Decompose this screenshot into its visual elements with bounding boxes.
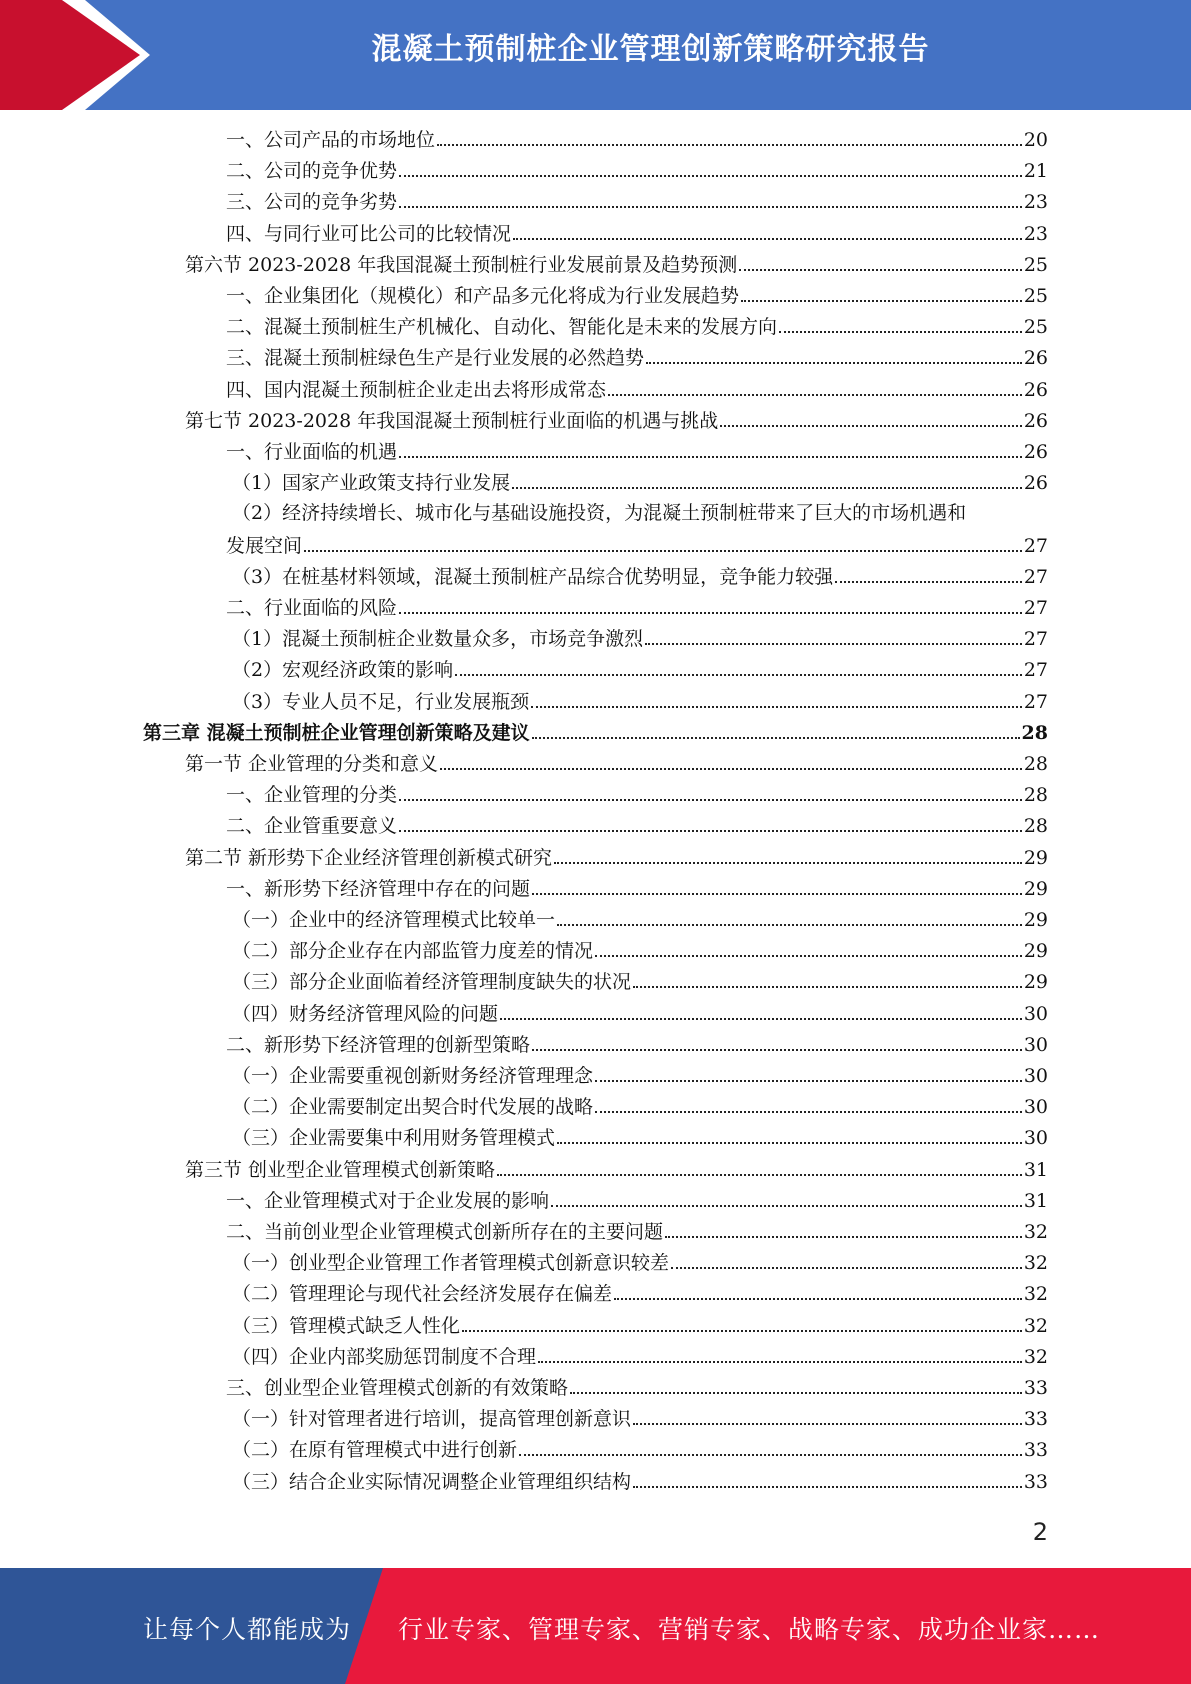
toc-entry-text: 一、企业管理模式对于企业发展的影响: [226, 1189, 550, 1212]
toc-page-number: 27: [1023, 597, 1048, 619]
toc-entry-text: 第三章 混凝土预制桩企业管理创新策略及建议: [143, 721, 530, 744]
toc-page-number: 32: [1023, 1283, 1048, 1306]
toc-entry-text: （四）企业内部奖励惩罚制度不合理: [232, 1345, 537, 1368]
toc-entry-text: （1）国家产业政策支持行业发展: [232, 472, 511, 495]
toc-page-number: 30: [1023, 1033, 1048, 1056]
toc-page-number: 30: [1023, 1096, 1048, 1119]
toc-entry-text: 第一节 企业管理的分类和意义: [185, 753, 439, 775]
toc-page-number: 28: [1023, 815, 1048, 838]
toc-page-number: 29: [1023, 940, 1048, 963]
toc-dot-leader: [835, 581, 1022, 583]
toc-entry[interactable]: [232, 1093, 1048, 1120]
toc-dot-leader: [645, 643, 1022, 645]
toc-dot-leader: [399, 612, 1022, 614]
toc-dot-leader: [440, 768, 1022, 770]
toc-entry[interactable]: [232, 1124, 1048, 1151]
toc-dot-leader: [608, 394, 1022, 396]
toc-page-number: 33: [1023, 1470, 1048, 1493]
toc-entry-text: （二）部分企业存在内部监管力度差的情况: [232, 940, 594, 963]
toc-page-number: 33: [1023, 1377, 1048, 1399]
footer-slogan-right: 行业专家、管理专家、营销专家、战略专家、成功企业家……: [398, 1615, 1101, 1644]
toc-entry-text: 一、企业集团化（规模化）和产品多元化将成为行业发展趋势: [226, 285, 740, 307]
toc-entry-text: （一）企业需要重视创新财务经济管理理念: [232, 1065, 594, 1087]
toc-dot-leader: [532, 1049, 1022, 1051]
toc-page-number: 20: [1023, 129, 1048, 151]
toc-dot-leader: [500, 1018, 1022, 1020]
toc-dot-leader: [437, 144, 1022, 146]
toc-dot-leader: [399, 456, 1022, 458]
toc-dot-leader: [399, 206, 1022, 208]
toc-entry[interactable]: [232, 1280, 1048, 1307]
toc-dot-leader: [614, 1298, 1022, 1300]
toc-entry[interactable]: [232, 1062, 1048, 1089]
toc-entry-text: （三）结合企业实际情况调整企业管理组织结构: [232, 1470, 632, 1493]
toc-entry-text: （2）宏观经济政策的影响: [232, 659, 454, 682]
toc-page-number: 26: [1023, 409, 1048, 432]
toc-entry[interactable]: [143, 719, 1048, 746]
toc-entry[interactable]: [232, 1405, 1048, 1432]
toc-entry[interactable]: [226, 594, 1048, 621]
toc-entry-text: （三）管理模式缺乏人性化: [232, 1314, 461, 1337]
report-title: 混凝土预制桩企业管理创新策略研究报告: [371, 32, 930, 67]
toc-entry[interactable]: [185, 407, 1048, 434]
toc-entry-text: 二、行业面临的风险: [226, 597, 398, 619]
toc-entry[interactable]: [232, 656, 1048, 683]
toc-page-number: 29: [1023, 971, 1048, 994]
toc-dot-leader: [633, 1423, 1022, 1425]
toc-page-number: 32: [1023, 1252, 1048, 1275]
toc-entry-text: 一、公司产品的市场地位: [226, 129, 436, 151]
toc-entry-text: （一）企业中的经济管理模式比较单一: [232, 909, 556, 931]
toc-dot-leader: [671, 1267, 1022, 1269]
toc-entry[interactable]: [232, 968, 1048, 995]
toc-dot-leader: [519, 1454, 1022, 1456]
toc-entry-text: 第二节 新形势下企业经济管理创新模式研究: [185, 846, 553, 869]
toc-dot-leader: [570, 1392, 1022, 1394]
toc-page-number: 30: [1023, 1002, 1048, 1025]
toc-page-number: 23: [1023, 222, 1048, 245]
toc-entry[interactable]: [232, 1343, 1048, 1370]
toc-page-number: 33: [1023, 1408, 1048, 1431]
toc-dot-leader: [304, 550, 1022, 552]
toc-page-number: 25: [1023, 253, 1048, 276]
toc-entry-text: （3）专业人员不足，行业发展瓶颈: [232, 690, 530, 713]
toc-entry[interactable]: [226, 1187, 1048, 1214]
toc-entry[interactable]: [232, 563, 1048, 590]
toc-entry[interactable]: [232, 1436, 1048, 1463]
toc-dot-leader: [532, 737, 1020, 739]
toc-dot-leader: [462, 1330, 1022, 1332]
toc-page-number: 27: [1023, 628, 1048, 651]
toc-entry-text: （一）针对管理者进行培训，提高管理创新意识: [232, 1408, 632, 1431]
toc-dot-leader: [779, 331, 1022, 333]
toc-dot-leader: [595, 1080, 1022, 1082]
toc-entry-text: （1）混凝土预制桩企业数量众多，市场竞争激烈: [232, 628, 644, 651]
toc-entry[interactable]: [185, 844, 1048, 871]
toc-page-number: 31: [1023, 1158, 1048, 1181]
toc-entry-text: （二）在原有管理模式中进行创新: [232, 1439, 518, 1462]
toc-dot-leader: [554, 862, 1022, 864]
toc-entry-text: （三）部分企业面临着经济管理制度缺失的状况: [232, 971, 632, 994]
toc-entry[interactable]: [226, 313, 1048, 340]
toc-page-number: 30: [1023, 1065, 1048, 1087]
toc-entry-text: 三、公司的竞争劣势: [226, 191, 398, 214]
toc-page-number: 27: [1023, 565, 1048, 588]
toc-page-number: 27: [1023, 659, 1048, 682]
toc-page-number: 26: [1023, 441, 1048, 463]
toc-page-number: 28: [1023, 753, 1048, 775]
toc-page-number: 26: [1023, 378, 1048, 401]
toc-entry[interactable]: [185, 251, 1048, 278]
toc-dot-leader: [399, 830, 1022, 832]
toc-dot-leader: [551, 1205, 1022, 1207]
toc-entry-text: 一、新形势下经济管理中存在的问题: [226, 877, 531, 900]
toc-page-number: 27: [1023, 534, 1048, 557]
footer-slogan-left: 让每个人都能成为: [143, 1615, 352, 1644]
toc-entry-text: （3）在桩基材料领域，混凝土预制桩产品综合优势明显，竞争能力较强: [232, 565, 834, 588]
toc-entry-text: 第六节 2023-2028 年我国混凝土预制桩行业发展前景及趋势预测: [185, 253, 738, 276]
toc-entry[interactable]: [226, 438, 1048, 465]
toc-entry-text: 四、国内混凝土预制桩企业走出去将形成常态: [226, 378, 607, 401]
toc-entry-text: 二、当前创业型企业管理模式创新所存在的主要问题: [226, 1221, 664, 1243]
toc-dot-leader: [557, 1142, 1022, 1144]
toc-page-number: 28: [1021, 721, 1048, 744]
toc-entry[interactable]: [226, 781, 1048, 808]
toc-dot-leader: [665, 1236, 1022, 1238]
toc-entry[interactable]: [226, 1031, 1048, 1058]
toc-dot-leader: [538, 1361, 1022, 1363]
toc-entry-text: 第三节 创业型企业管理模式创新策略: [185, 1158, 496, 1181]
toc-entry-text: （三）企业需要集中利用财务管理模式: [232, 1127, 556, 1150]
toc-dot-leader: [741, 300, 1022, 302]
toc-page-number: 31: [1023, 1189, 1048, 1212]
toc-page-number: 26: [1023, 347, 1048, 370]
toc-dot-leader: [455, 674, 1022, 676]
toc-entry[interactable]: [232, 688, 1048, 715]
toc-entry-text: 第七节 2023-2028 年我国混凝土预制桩行业面临的机遇与挑战: [185, 409, 719, 432]
toc-dot-leader: [531, 706, 1022, 708]
toc-page-number: 30: [1023, 1127, 1048, 1150]
toc-page-number: 32: [1023, 1314, 1048, 1337]
toc-entry[interactable]: [226, 344, 1048, 371]
toc-entry-text: 三、创业型企业管理模式创新的有效策略: [226, 1377, 569, 1399]
toc-page-number: 28: [1023, 784, 1048, 807]
toc-entry[interactable]: [232, 1312, 1048, 1339]
toc-page-number: 27: [1023, 690, 1048, 713]
toc-entry-text: 一、企业管理的分类: [226, 784, 398, 807]
toc-dot-leader: [512, 487, 1022, 489]
toc-page-number: 32: [1023, 1221, 1048, 1243]
toc-dot-leader: [633, 1486, 1022, 1488]
toc-dot-leader: [633, 986, 1022, 988]
toc-entry[interactable]: [226, 376, 1048, 403]
toc-entry-text: 二、新形势下经济管理的创新型策略: [226, 1033, 531, 1056]
toc-entry-text: 二、企业管重要意义: [226, 815, 398, 838]
toc-page-number: 32: [1023, 1345, 1048, 1368]
toc-page-number: 29: [1023, 877, 1048, 900]
toc-page-number: 29: [1023, 846, 1048, 869]
toc-entry[interactable]: [226, 532, 1048, 559]
toc-entry[interactable]: [232, 1468, 1048, 1495]
toc-entry[interactable]: [232, 906, 1048, 933]
toc-entry-text: 二、混凝土预制桩生产机械化、自动化、智能化是未来的发展方向: [226, 316, 778, 339]
toc-dot-leader: [399, 799, 1022, 801]
toc-page-number: 23: [1023, 191, 1048, 214]
toc-page-number: 26: [1023, 472, 1048, 495]
toc-dot-leader: [513, 238, 1022, 240]
toc-dot-leader: [595, 955, 1022, 957]
toc-entry[interactable]: [226, 1218, 1048, 1245]
toc-entry[interactable]: [226, 282, 1048, 309]
toc-entry[interactable]: [226, 157, 1048, 184]
toc-entry[interactable]: [232, 625, 1048, 652]
toc-entry[interactable]: [226, 1374, 1048, 1401]
toc-entry[interactable]: [232, 937, 1048, 964]
toc-entry[interactable]: [226, 812, 1048, 839]
toc-dot-leader: [720, 425, 1022, 427]
toc-dot-leader: [497, 1174, 1022, 1176]
toc-page-number: 25: [1023, 316, 1048, 339]
toc-entry-text: （二）管理理论与现代社会经济发展存在偏差: [232, 1283, 613, 1306]
toc-entry-text: 三、混凝土预制桩绿色生产是行业发展的必然趋势: [226, 347, 645, 370]
page-number: 2: [1032, 1518, 1048, 1546]
toc-entry-text: 四、与同行业可比公司的比较情况: [226, 222, 512, 245]
toc-entry[interactable]: [226, 188, 1048, 215]
toc-entry-text: （二）企业需要制定出契合时代发展的战略: [232, 1096, 594, 1119]
toc-entry[interactable]: [226, 126, 1048, 153]
toc-entry[interactable]: [185, 750, 1048, 777]
toc-page-number: 33: [1023, 1439, 1048, 1462]
toc-entry-text: （四）财务经济管理风险的问题: [232, 1002, 499, 1025]
toc-entry[interactable]: [232, 1249, 1048, 1276]
toc-page-number: 25: [1023, 285, 1048, 307]
toc-dot-leader: [557, 924, 1022, 926]
toc-dot-leader: [739, 269, 1022, 271]
toc-entry[interactable]: [226, 220, 1048, 247]
toc-entry-text: 二、公司的竞争优势: [226, 160, 398, 183]
toc-dot-leader: [646, 362, 1022, 364]
toc-entry[interactable]: [232, 1000, 1048, 1027]
toc-page-number: 21: [1023, 160, 1048, 183]
toc-dot-leader: [595, 1111, 1022, 1113]
report-header: [0, 0, 1191, 110]
toc-entry-text: 一、行业面临的机遇: [226, 441, 398, 463]
toc-entry[interactable]: [185, 1156, 1048, 1183]
toc-dot-leader: [532, 893, 1022, 895]
toc-page-number: 29: [1023, 909, 1048, 931]
toc-dot-leader: [399, 175, 1022, 177]
toc-entry-text: 发展空间: [226, 534, 303, 557]
toc-entry[interactable]: [226, 875, 1048, 902]
toc-entry[interactable]: [232, 469, 1048, 496]
toc-entry-text: （2）经济持续增长、城市化与基础设施投资，为混凝土预制桩带来了巨大的市场机遇和: [232, 502, 967, 525]
toc-entry-text: （一）创业型企业管理工作者管理模式创新意识较差: [232, 1252, 670, 1275]
